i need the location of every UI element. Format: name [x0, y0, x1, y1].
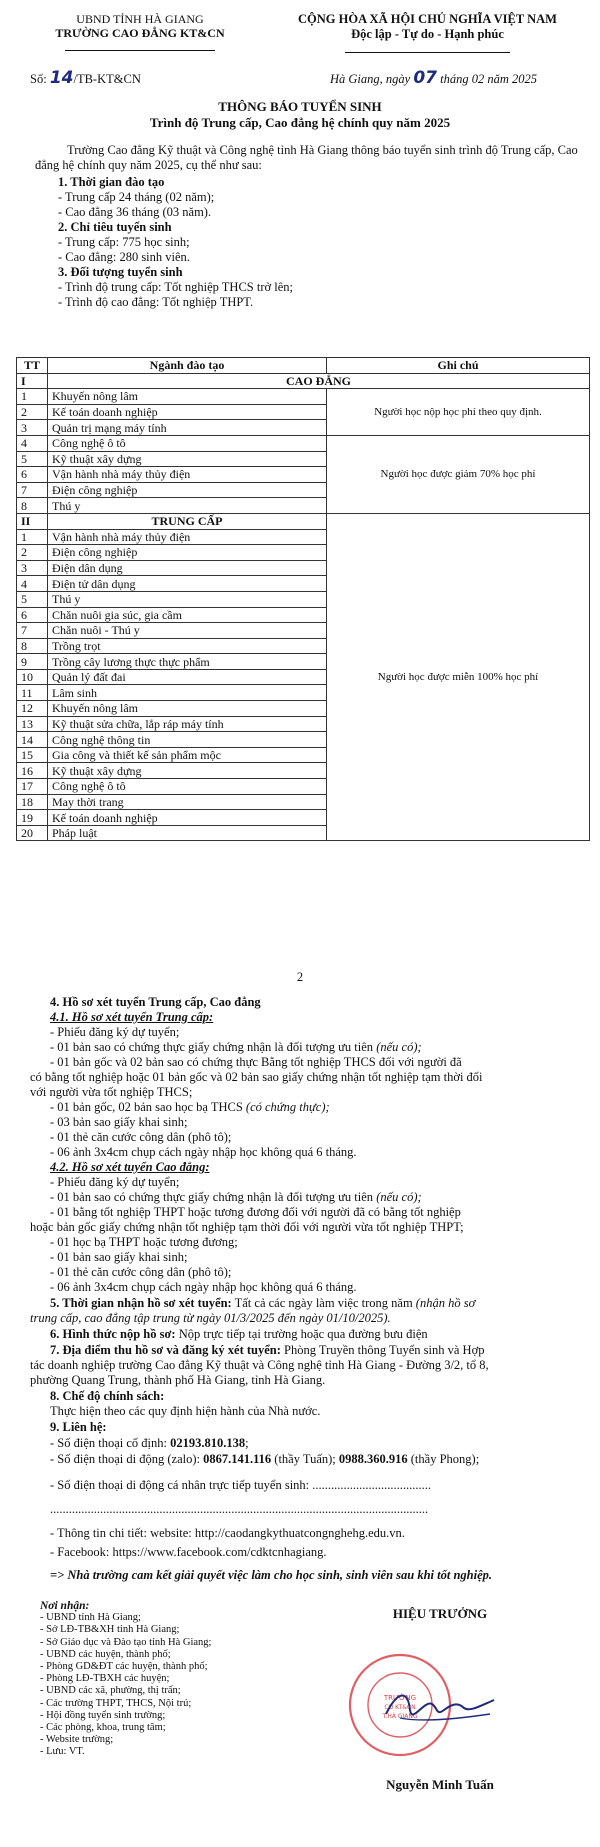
table-row: 3 Điện dân dụng [17, 560, 590, 576]
svg-text:CĐ KT&CN: CĐ KT&CN [384, 1704, 416, 1711]
page-title: THÔNG BÁO TUYỂN SINH [218, 99, 382, 114]
table-header-row [17, 358, 590, 374]
facebook-link[interactable]: - Facebook: https://www.facebook.com/cdktcnhagiang. [50, 1545, 327, 1559]
svg-text:TRƯỜNG: TRƯỜNG [383, 1694, 417, 1702]
table-row: 12 Khuyến nông lâm [17, 701, 590, 717]
section-5: 5. Thời gian nhận hồ sơ xét tuyển: Tất cả các ngày làm việc trong năm (nhận hồ sơ [50, 1296, 476, 1310]
org-name: TRƯỜNG CAO ĐẲNG KT&CN [55, 26, 225, 40]
list-item: - Cao đẳng: 280 sinh viên. [58, 250, 190, 264]
list-item: - Sở LĐ-TB&XH tỉnh Hà Giang; [40, 1624, 180, 1636]
section-4-heading: 4. Hồ sơ xét tuyển Trung cấp, Cao đẳng [50, 995, 261, 1009]
table-row: 17 Công nghệ ô tô [17, 779, 590, 795]
list-item: - Trung cấp: 775 học sinh; [58, 235, 190, 249]
table-row: 5 Thú y [17, 591, 590, 607]
nation-header [270, 12, 585, 57]
table-row: 10 Quản lý đất đai [17, 669, 590, 685]
section-row: II TRUNG CẤP Người học được miễn 100% học phí [17, 513, 590, 529]
table-row: 1 Vận hành nhà máy thủy điện [17, 529, 590, 545]
table-row: 6 Vận hành nhà máy thủy điện [17, 467, 590, 483]
section-2-heading: 2. Chỉ tiêu tuyển sinh [58, 220, 172, 234]
list-item: - Trình độ cao đẳng: Tốt nghiệp THPT. [58, 295, 254, 309]
list-item: - Phòng LĐ-TBXH các huyện; [40, 1673, 170, 1685]
page-subtitle: Trình độ Trung cấp, Cao đẳng hệ chính quy năm 2025 [149, 115, 451, 130]
section-9-heading: 9. Liên hệ: [50, 1420, 107, 1434]
list-item: - Phòng GD&ĐT các huyện, thành phố; [40, 1661, 208, 1673]
list-item: - Lưu: VT. [40, 1746, 85, 1758]
table-row: 14 Công nghệ thông tin [17, 732, 590, 748]
table-row: 8 Thú y [17, 498, 590, 514]
document-number: Số: 14/TB-KT&CN [30, 68, 141, 88]
handwritten-number: 14 [49, 68, 74, 88]
handwritten-day: 07 [413, 68, 437, 88]
list-item: - Các phòng, khoa, trung tâm; [40, 1722, 166, 1734]
page-number: 2 [296, 970, 304, 984]
recipients-list [40, 1600, 211, 1759]
handwritten-signature [380, 1680, 500, 1730]
section-6: 6. Hình thức nộp hồ sơ: Nộp trực tiếp tại trường hoặc qua đường bưu điện [50, 1327, 428, 1341]
note-cell: Người học nộp học phí theo quy định. [327, 389, 590, 436]
section-1-heading: 1. Thời gian đào tạo [58, 175, 165, 189]
list-item: - Hội đồng tuyển sinh trường; [40, 1709, 166, 1721]
table-row: 11 Lâm sinh [17, 685, 590, 701]
section-3-heading: 3. Đối tượng tuyển sinh [58, 265, 183, 279]
list-item: - Trung cấp 24 tháng (02 năm); [58, 190, 215, 204]
table-row: 2 Điện công nghiệp [17, 545, 590, 561]
table-row: 15 Gia công và thiết kế sản phẩm mộc [17, 747, 590, 763]
list-item: - Cao đẳng 36 tháng (03 năm). [58, 205, 212, 219]
table-row: 9 Trồng cây lương thực thực phẩm [17, 654, 590, 670]
dotted-line: ......................................................................................................................... [50, 1502, 429, 1516]
note-cell: Người học được miễn 100% học phí [327, 513, 590, 840]
fixed-phone: - Số điện thoại cố định: 02193.810.138; [50, 1436, 249, 1450]
section-title: TRUNG CẤP [48, 513, 327, 529]
table-row: 4 Điện tử dân dụng [17, 576, 590, 592]
table-row: 20 Pháp luật [17, 825, 590, 841]
nation-title: CỘNG HÒA XÃ HỘI CHỦ NGHĨA VIỆT NAM [298, 12, 557, 26]
signer-name: Nguyễn Minh Tuấn [386, 1777, 494, 1792]
svg-text:T.HÀ GIANG: T.HÀ GIANG [382, 1713, 418, 1720]
website-link[interactable]: - Thông tin chi tiết: website: http://caodangkythuatcongnghehg.edu.vn. [50, 1526, 405, 1540]
nation-motto: Độc lập - Tự do - Hạnh phúc [351, 27, 504, 41]
col-note: Ghi chú [327, 358, 590, 374]
recipients-heading: Nơi nhận: [40, 1600, 90, 1612]
personal-phone-field: - Số điện thoại di động cá nhân trực tiếp tuyển sinh: ...................................... [50, 1478, 432, 1492]
divider [345, 52, 510, 53]
list-item: - Các trường THPT, THCS, Nội trú; [40, 1697, 192, 1709]
subsection-heading: 4.2. Hồ sơ xét tuyển Cao đẳng: [50, 1160, 210, 1174]
note-cell: Người học được giảm 70% học phí [327, 435, 590, 513]
table-row: 1 Khuyến nông lâm Người học nộp học phí theo quy định. [17, 389, 590, 405]
section-title: CAO ĐẲNG [48, 373, 590, 389]
section-row: I CAO ĐẲNG [17, 373, 590, 389]
list-item: - Website trường; [40, 1734, 114, 1746]
list-item: - Trình độ trung cấp: Tốt nghiệp THCS trở lên; [58, 280, 293, 294]
list-item: - UBND các xã, phường, thị trấn; [40, 1685, 181, 1697]
table-row: 8 Trồng trọt [17, 638, 590, 654]
document-date: Hà Giang, ngày 07 tháng 02 năm 2025 [330, 68, 537, 88]
table-row: 19 Kế toán doanh nghiệp [17, 810, 590, 826]
table-row: 7 Điện công nghiệp [17, 482, 590, 498]
intro-paragraph: Trường Cao đẳng Kỹ thuật và Công nghệ tỉnh Hà Giang thông báo tuyển sinh trình độ Trung cấp, Cao đẳng hệ chính quy năm 2025, cụ thể như sau: [35, 143, 578, 173]
table-row: 18 May thời trang [17, 794, 590, 810]
section-7: 7. Địa điểm thu hồ sơ và đăng ký xét tuyển: Phòng Truyền thông Tuyển sinh và Hợp [50, 1343, 485, 1357]
commitment-note: => Nhà trường cam kết giải quyết việc làm cho học sinh, sinh viên sau khi tốt nghiệp. [50, 1568, 493, 1582]
table-row: 5 Kỹ thuật xây dựng [17, 451, 590, 467]
list-item: - UBND các huyện, thành phố; [40, 1648, 171, 1660]
org-header [20, 12, 260, 54]
col-tt: TT [17, 358, 48, 374]
table-row: 13 Kỹ thuật sửa chữa, lắp ráp máy tính [17, 716, 590, 732]
table-row: 4 Công nghệ ô tô Người học được giảm 70% học phí [17, 435, 590, 451]
table-row: 7 Chăn nuôi - Thú y [17, 623, 590, 639]
col-program: Ngành đào tạo [48, 358, 327, 374]
table-row: 2 Kế toán doanh nghiệp [17, 404, 590, 420]
divider [65, 50, 215, 51]
subsection-heading: 4.1. Hồ sơ xét tuyển Trung cấp: [50, 1010, 214, 1024]
table-row: 3 Quản trị mạng máy tính [17, 420, 590, 436]
signer-title: HIỆU TRƯỞNG [392, 1606, 488, 1621]
list-item: - Sở Giáo dục và Đào tạo tỉnh Hà Giang; [40, 1636, 212, 1648]
programs-table [16, 357, 590, 841]
table-row: 6 Chăn nuôi gia súc, gia cầm [17, 607, 590, 623]
section-8-heading: 8. Chế độ chính sách: [50, 1389, 165, 1403]
mobile-phones: - Số điện thoại di động (zalo): 0867.141.116 (thầy Tuấn); 0988.360.916 (thầy Phong); [50, 1452, 480, 1466]
org-parent: UBND TỈNH HÀ GIANG [76, 12, 204, 26]
table-row: 16 Kỹ thuật xây dựng [17, 763, 590, 779]
list-item: - UBND tỉnh Hà Giang; [40, 1612, 141, 1624]
